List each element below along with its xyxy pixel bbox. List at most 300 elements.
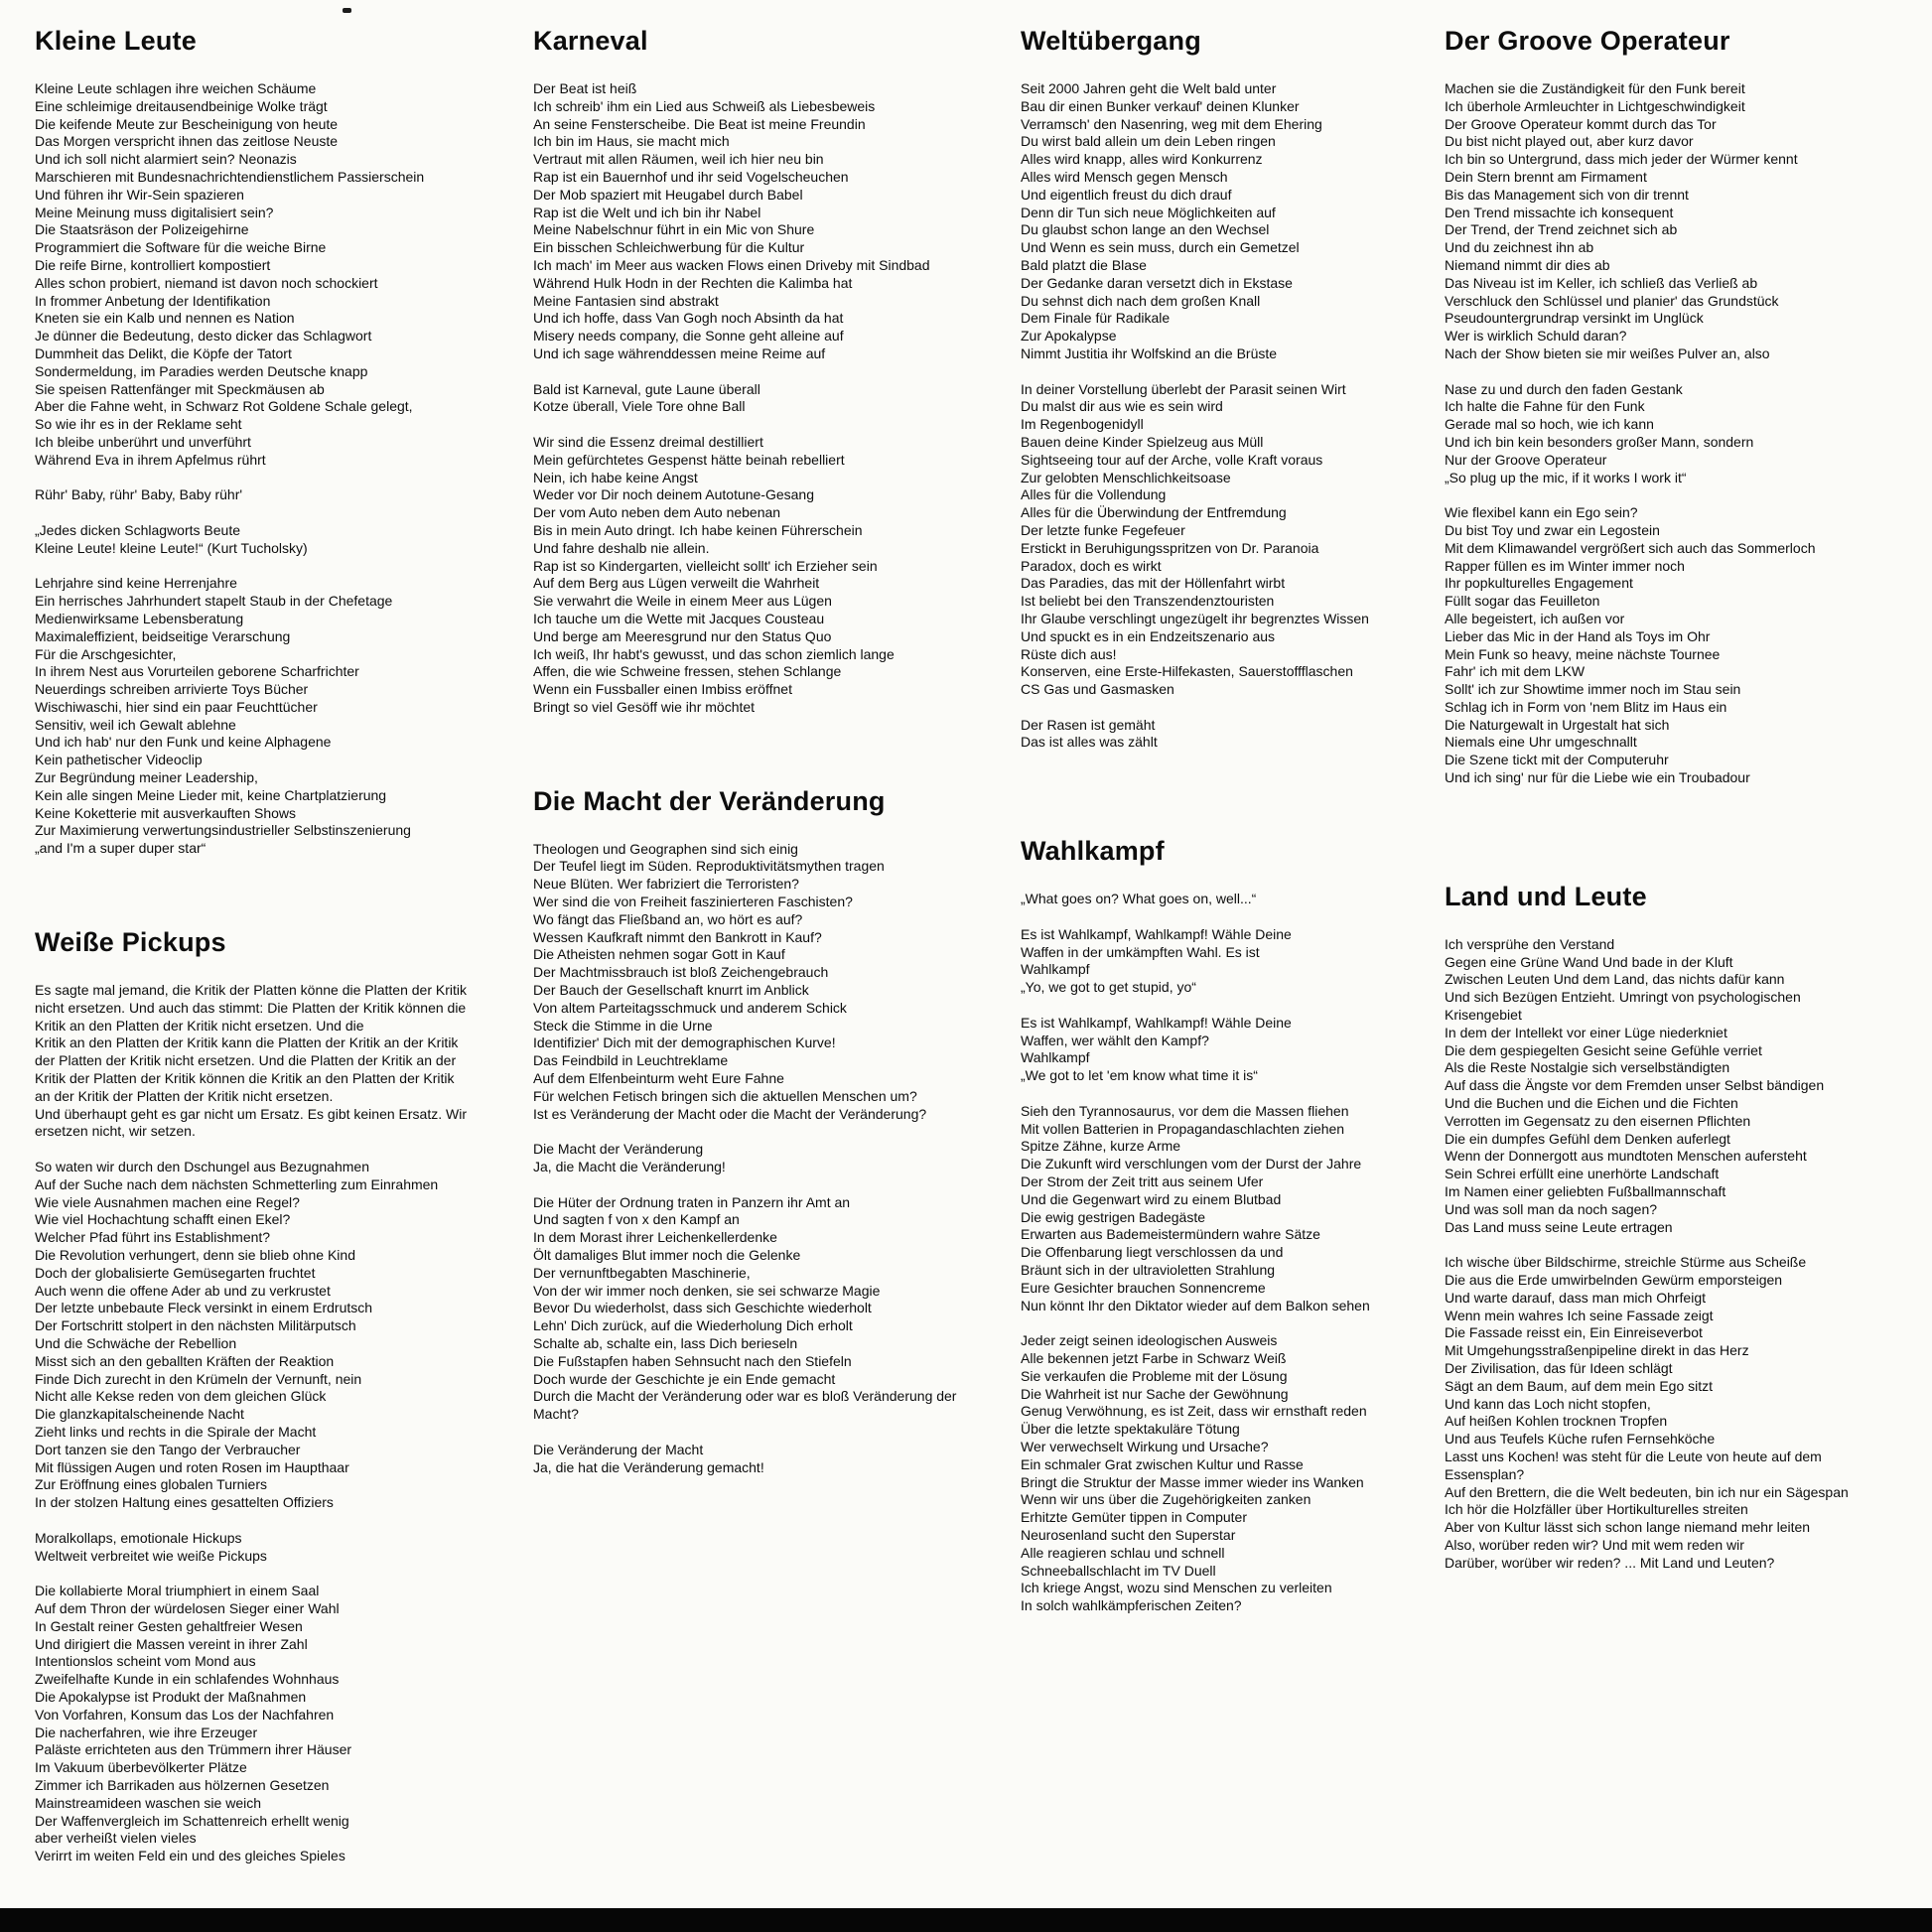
lyric-line: Bräunt sich in der ultravioletten Strahlung (1021, 1262, 1276, 1279)
lyric-line: In dem der Intellekt vor einer Lüge niederkniet (1445, 1024, 1727, 1040)
lyric-line: Du bist nicht played out, aber kurz davor (1445, 133, 1694, 150)
lyric-line: Macht? (533, 1406, 579, 1423)
lyric-line: Nach der Show bieten sie mir weißes Pulver an, also (1445, 345, 1770, 361)
lyric-line: Und die Schwäche der Rebellion (35, 1335, 237, 1351)
lyric-line: Und ich soll nicht alarmiert sein? Neonazis (35, 151, 297, 168)
lyric-line: Kneten sie ein Kalb und nennen es Nation (35, 310, 295, 327)
lyric-line: Schalte ab, schalte ein, lass Dich berieseln (533, 1335, 798, 1351)
lyric-line: Niemals eine Uhr umgeschnallt (1445, 734, 1637, 751)
lyric-line: Wie viele Ausnahmen machen eine Regel? (35, 1193, 300, 1210)
lyric-line: In deiner Vorstellung überlebt der Parasit seinen Wirt (1021, 380, 1346, 397)
lyric-line: Alles wird knapp, alles wird Konkurrenz (1021, 151, 1263, 168)
lyric-line: Der Bauch der Gesellschaft knurrt im Anblick (533, 982, 809, 999)
lyric-line: Sein Schrei erfüllt eine unerhörte Landschaft (1445, 1166, 1720, 1182)
lyric-line: Rap ist ein Bauernhof und ihr seid Vogelscheuchen (533, 168, 849, 185)
lyric-line: Dort tanzen sie den Tango der Verbraucher (35, 1441, 301, 1457)
lyric-line: Und überhaupt geht es gar nicht um Ersatz. Es gibt keinen Ersatz. Wir (35, 1105, 467, 1122)
lyric-line: Nase zu und durch den faden Gestank (1445, 380, 1683, 397)
lyric-line: „Yo, we got to get stupid, yo“ (1021, 979, 1196, 996)
lyric-line: Die dem gespiegelten Gesicht seine Gefühle verriet (1445, 1041, 1762, 1058)
lyric-line: Es ist Wahlkampf, Wahlkampf! Wähle Deine (1021, 925, 1292, 942)
song-title: Kleine Leute (35, 26, 197, 56)
lyric-line: Nein, ich habe keine Angst (533, 469, 698, 485)
lyric-line: Als die Reste Nostalgie sich verselbständigten (1445, 1059, 1730, 1076)
lyric-line: Du wirst bald allein um dein Leben ringen (1021, 133, 1276, 150)
lyric-line: „Jedes dicken Schlagworts Beute (35, 521, 240, 538)
lyric-line: Der vernunftbegabten Maschinerie, (533, 1264, 751, 1281)
lyric-line: Und die Gegenwart wird zu einem Blutbad (1021, 1190, 1282, 1207)
lyric-line: Ein herrisches Jahrhundert stapelt Staub in der Chefetage (35, 593, 393, 610)
lyric-line: Zur Apokalypse (1021, 328, 1117, 345)
lyric-line: Zieht links und rechts in die Spirale der Macht (35, 1423, 317, 1440)
lyric-line: Ich bin im Haus, sie macht mich (533, 133, 730, 150)
lyric-line: Der Teufel liegt im Süden. Reproduktivitätsmythen tragen (533, 858, 885, 875)
lyric-line: Alle begeistert, ich außen vor (1445, 610, 1625, 626)
stanza (1445, 381, 1849, 487)
lyric-line: Zur Maximierung verwertungsindustrieller Selbstinszenierung (35, 822, 411, 839)
lyric-line: „We got to let 'em know what time it is“ (1021, 1067, 1258, 1084)
stanza (1021, 926, 1370, 997)
lyric-line: Für welchen Fetisch bringen sich die aktuellen Menschen um? (533, 1087, 917, 1104)
lyric-line: Dem Finale für Radikale (1021, 310, 1171, 327)
lyric-line: Waffen in der umkämpften Wahl. Es ist (1021, 943, 1260, 960)
lyric-line: Bau dir einen Bunker verkauf' deinen Klunker (1021, 97, 1300, 114)
lyric-line: Der vom Auto neben dem Auto nebenan (533, 504, 781, 521)
lyric-line: In solch wahlkämpferischen Zeiten? (1021, 1597, 1242, 1614)
stanza (1021, 1103, 1370, 1315)
lyric-line: Ich halte die Fahne für den Funk (1445, 398, 1645, 415)
lyric-line: Krisengebiet (1445, 1007, 1522, 1024)
lyric-line: Und was soll man da noch sagen? (1445, 1200, 1658, 1217)
stanza (1021, 717, 1370, 753)
lyric-line: Sieh den Tyrannosaurus, vor dem die Massen fliehen (1021, 1102, 1349, 1119)
lyric-line: Meine Fantasien sind abstrakt (533, 292, 719, 309)
lyric-line: Und dirigiert die Massen vereint in ihrer Zahl (35, 1635, 308, 1652)
lyric-line: Rapper füllen es im Winter immer noch (1445, 557, 1685, 574)
song-title: Land und Leute (1445, 881, 1647, 911)
lyric-line: Ich bin so Untergrund, dass mich jeder der Würmer kennt (1445, 151, 1798, 168)
lyric-line: Kritik der Platten der Kritik können die Kritik an den Platten der Kritik (35, 1070, 455, 1087)
lyric-line: Bis das Management sich von dir trennt (1445, 186, 1689, 203)
lyric-line: Du bist Toy und zwar ein Legostein (1445, 521, 1660, 538)
lyric-line: Und aus Teufels Küche rufen Fernsehköche (1445, 1431, 1716, 1448)
lyric-line: Der Strom der Zeit tritt aus seinem Ufer (1021, 1173, 1264, 1190)
stanza (1021, 381, 1370, 699)
lyric-line: Über die letzte spektakuläre Tötung (1021, 1421, 1240, 1438)
lyric-line: Die Veränderung der Macht (533, 1441, 704, 1457)
stanza (1021, 80, 1370, 363)
lyric-line: Kritik an den Platten der Kritik nicht ersetzen. Und die (35, 1017, 364, 1034)
lyric-line: Erhitzte Gemüter tippen in Computer (1021, 1509, 1247, 1526)
lyric-line: „So plug up the mic, if it works I work it“ (1445, 469, 1687, 485)
song-section (533, 786, 956, 1477)
stanza (35, 1159, 467, 1512)
lyric-line: Je dünner die Bedeutung, desto dicker das Schlagwort (35, 328, 372, 345)
lyric-line: Der letzte unbebaute Fleck versinkt in einem Erdrutsch (35, 1300, 373, 1316)
lyric-line: Ist es Veränderung der Macht oder die Macht der Veränderung? (533, 1105, 927, 1122)
lyric-line: Alles wird Mensch gegen Mensch (1021, 168, 1228, 185)
lyrics-column-3 (1021, 26, 1370, 1633)
lyric-line: Und eigentlich freust du dich drauf (1021, 186, 1232, 203)
stanza (533, 381, 956, 417)
lyric-line: Wenn ein Fussballer einen Imbiss eröffnet (533, 681, 792, 698)
lyric-line: Wer sind die von Freiheit faszinierteren Faschisten? (533, 894, 853, 910)
lyric-line: Die ein dumpfes Gefühl dem Denken auferlegt (1445, 1130, 1730, 1147)
lyric-line: Auch wenn die offene Ader ab und zu verkrustet (35, 1282, 331, 1299)
lyric-line: Essensplan? (1445, 1465, 1525, 1482)
lyric-line: So waten wir durch den Dschungel aus Bezugnahmen (35, 1159, 369, 1175)
lyric-line: Das Niveau ist im Keller, ich schließ das Verließ ab (1445, 274, 1758, 291)
lyric-line: Ein schmaler Grat zwischen Kultur und Rasse (1021, 1455, 1304, 1472)
lyric-line: Alle bekennen jetzt Farbe in Schwarz Weiß (1021, 1350, 1287, 1366)
lyric-line: In der stolzen Haltung eines gesattelten Offiziers (35, 1494, 334, 1511)
lyric-line: Die Wahrheit ist nur Sache der Gewöhnung (1021, 1385, 1289, 1402)
lyric-line: Auf dass die Ängste vor dem Fremden unser Selbst bändigen (1445, 1077, 1825, 1094)
lyric-line: In frommer Anbetung der Identifikation (35, 292, 271, 309)
lyric-line: Ihr popkulturelles Engagement (1445, 575, 1633, 592)
lyric-line: Moralkollaps, emotionale Hickups (35, 1529, 242, 1546)
lyric-line: Durch die Macht der Veränderung oder war es bloß Veränderung der (533, 1388, 957, 1405)
lyric-line: Wenn wir uns über die Zugehörigkeiten zanken (1021, 1491, 1311, 1508)
lyric-line: Die Revolution verhungert, denn sie blieb ohne Kind (35, 1247, 355, 1264)
stanza (1021, 891, 1370, 908)
lyric-line: Ist beliebt bei den Transzendenztouristen (1021, 593, 1275, 610)
lyric-line: Kritik an den Platten der Kritik kann die Platten der Kritik an der Kritik (35, 1035, 459, 1051)
stanza (35, 486, 467, 504)
lyric-line: Der Gedanke daran versetzt dich in Ekstase (1021, 274, 1293, 291)
lyric-line: Eine schleimige dreitausendbeinige Wolke trägt (35, 97, 328, 114)
lyric-line: Ich schreib' ihm ein Lied aus Schweiß als Liebesbeweis (533, 97, 876, 114)
song-title: Der Groove Operateur (1445, 26, 1730, 56)
lyric-line: Spitze Zähne, kurze Arme (1021, 1138, 1181, 1155)
lyric-line: Der Zivilisation, das für Ideen schlägt (1445, 1360, 1673, 1376)
lyric-line: Es sagte mal jemand, die Kritik der Platten könne die Platten der Kritik (35, 982, 467, 999)
lyric-line: Ich bleibe unberührt und unverführt (35, 433, 251, 450)
lyric-line: Weltweit verbreitet wie weiße Pickups (35, 1547, 267, 1564)
lyric-line: Affen, die wie Schweine fressen, stehen Schlange (533, 663, 842, 680)
lyric-line: Ich überhole Armleuchter in Lichtgeschwindigkeit (1445, 97, 1745, 114)
lyric-line: Mein gefürchtetes Gespenst hätte beinah rebelliert (533, 451, 845, 468)
lyric-line: Die Szene tickt mit der Computeruhr (1445, 752, 1669, 768)
lyric-line: Maximaleffizient, beidseitige Verarschung (35, 627, 291, 644)
lyric-line: Und du zeichnest ihn ab (1445, 239, 1594, 256)
lyric-line: Lasst uns Kochen! was steht für die Leute von heute auf dem (1445, 1448, 1822, 1464)
lyric-line: Ja, die hat die Veränderung gemacht! (533, 1458, 764, 1475)
lyric-line: Jeder zeigt seinen ideologischen Ausweis (1021, 1332, 1278, 1349)
lyric-line: Und ich hab' nur den Funk und keine Alphagene (35, 734, 332, 751)
lyric-line: Der Beat ist heiß (533, 80, 637, 96)
lyric-line: Eure Gesichter brauchen Sonnencreme (1021, 1279, 1266, 1296)
lyric-line: Ihr Glaube verschlingt ungezügelt ihr begrenztes Wissen (1021, 610, 1369, 626)
lyric-line: Nun könnt Ihr den Diktator wieder auf dem Balkon sehen (1021, 1297, 1370, 1313)
lyric-line: Der Trend, der Trend zeichnet sich ab (1445, 221, 1678, 238)
lyric-line: Und führen ihr Wir-Sein spazieren (35, 186, 244, 203)
lyric-line: Alles schon probiert, niemand ist davon noch schockiert (35, 274, 378, 291)
lyric-line: Die Offenbarung liegt verschlossen da und (1021, 1244, 1284, 1261)
lyric-line: Wie viel Hochachtung schafft einen Ekel? (35, 1211, 291, 1228)
lyric-line: Auf dem Thron der würdelosen Sieger einer Wahl (35, 1599, 340, 1616)
stanza (533, 841, 956, 1124)
lyric-line: Du malst dir aus wie es sein wird (1021, 398, 1223, 415)
song-section (1445, 26, 1849, 787)
lyric-line: Verirrt im weiten Feld ein und des gleiches Spieles (35, 1848, 345, 1864)
lyric-line: Und fahre deshalb nie allein. (533, 539, 710, 556)
lyric-line: nicht ersetzen. Und auch das stimmt: Die Platten der Kritik können die (35, 999, 467, 1016)
lyric-line: Zur Begründung meiner Leadership, (35, 769, 258, 786)
stanza (533, 80, 956, 363)
lyric-line: Bevor Du wiederholst, dass sich Geschichte wiederholt (533, 1300, 872, 1316)
lyric-line: Medienwirksame Lebensberatung (35, 610, 244, 626)
lyric-line: Intentionslos scheint vom Mond aus (35, 1653, 256, 1670)
lyric-line: Rüste dich aus! (1021, 645, 1117, 662)
scanner-bed-strip (0, 1908, 1932, 1932)
lyric-line: Wenn der Donnergott aus mundtoten Menschen aufersteht (1445, 1148, 1807, 1165)
lyric-line: Das Paradies, das mit der Höllenfahrt wirbt (1021, 575, 1286, 592)
stanza (1021, 1332, 1370, 1615)
stanza (35, 1530, 467, 1566)
stanza (35, 80, 467, 470)
lyric-line: Steck die Stimme in die Urne (533, 1017, 713, 1034)
lyric-line: Der Machtmissbrauch ist bloß Zeichengebrauch (533, 964, 829, 981)
lyric-line: Die Apokalypse ist Produkt der Maßnahmen (35, 1688, 307, 1705)
lyric-line: Konserven, eine Erste-Hilfekasten, Sauerstoffflaschen (1021, 663, 1353, 680)
lyric-line: Genug Verwöhnung, es ist Zeit, dass wir ernsthaft reden (1021, 1403, 1367, 1420)
lyric-line: Von altem Parteitagsschmuck und anderem Schick (533, 999, 847, 1016)
lyric-line: Auf den Brettern, die die Welt bedeuten, bin ich nur ein Sägespan (1445, 1483, 1849, 1500)
lyric-line: Du sehnst dich nach dem großen Knall (1021, 292, 1261, 309)
lyric-line: Füllt sogar das Feuilleton (1445, 593, 1600, 610)
song-title: Weltübergang (1021, 26, 1201, 56)
lyric-line: Der Mob spaziert mit Heugabel durch Babel (533, 186, 803, 203)
lyric-line: Finde Dich zurecht in den Krümeln der Vernunft, nein (35, 1370, 362, 1387)
lyric-line: Und ich hoffe, dass Van Gogh noch Absinth da hat (533, 310, 844, 327)
stanza (1445, 1254, 1849, 1572)
lyric-line: Neurosenland sucht den Superstar (1021, 1526, 1236, 1543)
lyric-line: Und berge am Meeresgrund nur den Status Quo (533, 627, 832, 644)
lyric-line: Erstickt in Beruhigungsspritzen von Dr. Paranoia (1021, 539, 1319, 556)
lyric-line: Paradox, doch es wirkt (1021, 557, 1162, 574)
stanza (1445, 504, 1849, 787)
lyric-line: Meine Nabelschnur führt in ein Mic von Shure (533, 221, 815, 238)
stanza (533, 434, 956, 717)
lyric-line: Der Rasen ist gemäht (1021, 716, 1156, 733)
lyric-line: Das Morgen verspricht ihnen das zeitlose Neuste (35, 133, 339, 150)
lyric-line: Die glanzkapitalscheinende Nacht (35, 1406, 244, 1423)
lyric-line: Kein alle singen Meine Lieder mit, keine Chartplatzierung (35, 786, 387, 803)
song-title: Die Macht der Veränderung (533, 785, 886, 816)
lyric-line: Im Regenbogenidyll (1021, 416, 1144, 433)
lyric-line: Wischiwaschi, hier sind ein paar Feuchttücher (35, 698, 318, 715)
lyric-line: Der letzte funke Fegefeuer (1021, 521, 1185, 538)
lyric-line: Zur gelobten Menschlichkeitsoase (1021, 469, 1231, 485)
lyric-line: Von der wir immer noch denken, sie sei schwarze Magie (533, 1282, 881, 1299)
lyric-line: Während Hulk Hodn in der Rechten die Kalimba hat (533, 274, 853, 291)
lyric-line: Auf dem Elfenbeinturm weht Eure Fahne (533, 1070, 784, 1087)
lyric-line: Auf heißen Kohlen trocknen Tropfen (1445, 1413, 1668, 1430)
lyric-line: Rap ist die Welt und ich bin ihr Nabel (533, 204, 761, 220)
lyric-line: Pseudountergrundrap versinkt im Unglück (1445, 310, 1704, 327)
lyric-line: Die nacherfahren, wie ihre Erzeuger (35, 1724, 258, 1740)
lyric-line: Denn dir Tun sich neue Möglichkeiten auf (1021, 204, 1276, 220)
lyric-line: Misst sich an den geballten Kräften der Reaktion (35, 1352, 335, 1369)
song-section (1445, 882, 1849, 1573)
lyric-line: Und Wenn es sein muss, durch ein Gemetzel (1021, 239, 1300, 256)
lyric-line: Niemand nimmt dir dies ab (1445, 256, 1610, 273)
lyric-line: Identifizier' Dich mit der demographischen Kurve! (533, 1035, 836, 1051)
lyric-line: Kotze überall, Viele Tore ohne Ball (533, 398, 746, 415)
song-title: Weiße Pickups (35, 927, 226, 958)
song-section (1021, 836, 1370, 1615)
lyric-line: Schlag ich in Form von 'nem Blitz im Haus ein (1445, 698, 1727, 715)
lyric-line: Sollt' ich zur Showtime immer noch im Stau sein (1445, 681, 1741, 698)
lyric-line: In Gestalt reiner Gesten gehaltfreier Wesen (35, 1617, 303, 1634)
lyric-line: Verschluck den Schlüssel und planier' das Grundstück (1445, 292, 1779, 309)
lyric-line: Sie verkaufen die Probleme mit der Lösung (1021, 1367, 1288, 1384)
lyric-line: Die keifende Meute zur Bescheinigung von heute (35, 115, 339, 132)
lyric-line: CS Gas und Gasmasken (1021, 681, 1174, 698)
lyric-line: Paläste errichteten aus den Trümmern ihrer Häuser (35, 1741, 352, 1758)
lyric-line: aber verheißt vielen vieles (35, 1830, 197, 1847)
stanza (533, 1141, 956, 1176)
lyric-line: Mit flüssigen Augen und roten Rosen im Haupthaar (35, 1458, 349, 1475)
song-section (35, 26, 467, 858)
lyric-line: Ein bisschen Schleichwerbung für die Kultur (533, 239, 805, 256)
lyric-line: Programmiert die Software für die weiche Birne (35, 239, 327, 256)
lyric-line: Neue Blüten. Wer fabriziert die Terroristen? (533, 876, 799, 893)
lyrics-column-4 (1445, 26, 1849, 1589)
lyric-line: Kleine Leute! kleine Leute!“ (Kurt Tucholsky) (35, 539, 308, 556)
stanza (533, 1194, 956, 1424)
lyric-line: Auf der Suche nach dem nächsten Schmetterling zum Einrahmen (35, 1175, 439, 1192)
lyric-line: Die Zukunft wird verschlungen vom der Durst der Jahre (1021, 1156, 1362, 1173)
lyric-line: Bald ist Karneval, gute Laune überall (533, 380, 760, 397)
lyric-line: Und ich bin kein besonders großer Mann, sondern (1445, 433, 1754, 450)
lyric-line: Die reife Birne, kontrolliert kompostiert (35, 256, 271, 273)
lyric-line: Es ist Wahlkampf, Wahlkampf! Wähle Deine (1021, 1014, 1292, 1031)
lyric-line: Waffen, wer wählt den Kampf? (1021, 1032, 1209, 1048)
lyric-line: Die aus die Erde umwirbelnden Gewürm emporsteigen (1445, 1272, 1783, 1289)
lyric-line: Machen sie die Zuständigkeit für den Funk bereit (1445, 80, 1745, 96)
lyric-line: Bald platzt die Blase (1021, 256, 1147, 273)
lyric-line: Lehrjahre sind keine Herrenjahre (35, 575, 237, 592)
lyrics-column-2 (533, 26, 956, 1494)
lyric-line: In dem Morast ihrer Leichenkellerdenke (533, 1229, 777, 1246)
stanza (533, 1442, 956, 1477)
song-title: Wahlkampf (1021, 836, 1165, 867)
lyric-line: Mit Umgehungsstraßenpipeline direkt in das Herz (1445, 1342, 1749, 1359)
lyric-line: Keine Koketterie mit ausverkauften Shows (35, 804, 297, 821)
lyric-line: Und ich sing' nur für die Liebe wie ein Troubadour (1445, 769, 1750, 786)
lyric-line: Du glaubst schon lange an den Wechsel (1021, 221, 1270, 238)
song-title: Karneval (533, 26, 648, 56)
lyric-line: Wo fängt das Fließband an, wo hört es auf? (533, 910, 803, 927)
lyric-line: Theologen und Geographen sind sich einig (533, 840, 798, 857)
lyric-line: Marschieren mit Bundesnachrichtendienstlichem Passierschein (35, 168, 425, 185)
lyric-line: Misery needs company, die Sonne geht alleine auf (533, 328, 844, 345)
lyric-line: Sightseeing tour auf der Arche, volle Kraft voraus (1021, 451, 1323, 468)
song-section (35, 927, 467, 1865)
lyric-line: Während Eva in ihrem Apfelmus rührt (35, 451, 266, 468)
lyric-line: Rap ist so Kindergarten, vielleicht sollt' ich Erzieher sein (533, 557, 878, 574)
song-section (533, 26, 956, 717)
lyric-line: Die Hüter der Ordnung traten in Panzern ihr Amt an (533, 1193, 851, 1210)
lyric-line: Doch wurde der Geschichte je ein Ende gemacht (533, 1370, 836, 1387)
lyric-line: Dummheit das Delikt, die Köpfe der Tatort (35, 345, 292, 361)
lyric-line: Wenn mein wahres Ich seine Fassade zeigt (1445, 1307, 1714, 1323)
lyric-line: Im Vakuum überbevölkerter Plätze (35, 1759, 247, 1776)
lyric-line: Gegen eine Grüne Wand Und bade in der Kluft (1445, 953, 1733, 970)
lyric-line: Ich weiß, Ihr habt's gewusst, und das schon ziemlich lange (533, 645, 895, 662)
lyric-line: Meine Meinung muss digitalisiert sein? (35, 204, 274, 220)
lyric-line: Die Staatsräson der Polizeigehirne (35, 221, 249, 238)
lyric-line: Die Atheisten nehmen sogar Gott in Kauf (533, 946, 785, 963)
lyric-line: Das ist alles was zählt (1021, 734, 1158, 751)
lyric-line: Lehn' Dich zurück, auf die Wiederholung Dich erholt (533, 1317, 853, 1334)
lyric-line: an der Kritik der Platten der Kritik nicht ersetzen. (35, 1087, 334, 1104)
lyric-line: der Platten der Kritik nicht ersetzen. Und die Platten der Kritik an der (35, 1052, 457, 1069)
lyric-line: Und sagten f von x den Kampf an (533, 1211, 740, 1228)
scan-artifact (343, 8, 351, 13)
lyric-line: Ich tauche um die Wette mit Jacques Cousteau (533, 610, 825, 626)
lyric-line: Und kann das Loch nicht stopfen, (1445, 1395, 1651, 1412)
lyric-line: Bis in mein Auto dringt. Ich habe keinen Führerschein (533, 521, 863, 538)
lyric-line: Ich hör die Holzfäller über Hortikulturelles streiten (1445, 1501, 1748, 1518)
lyric-line: Bringt so viel Gesöff wie ihr möchtet (533, 698, 756, 715)
stanza (1445, 80, 1849, 363)
lyric-line: Ich wische über Bildschirme, streichle Stürme aus Scheiße (1445, 1254, 1807, 1271)
lyric-line: Wir sind die Essenz dreimal destilliert (533, 433, 763, 450)
lyric-line: Die Naturgewalt in Urgestalt hat sich (1445, 716, 1670, 733)
lyric-line: Ich versprühe den Verstand (1445, 935, 1615, 952)
lyric-line: Doch der globalisierte Gemüsegarten fruchtet (35, 1264, 316, 1281)
stanza (1021, 1015, 1370, 1085)
lyric-line: Für die Arschgesichter, (35, 645, 177, 662)
lyric-line: Fahr' ich mit dem LKW (1445, 663, 1586, 680)
lyric-line: Auf dem Berg aus Lügen verweilt die Wahrheit (533, 575, 820, 592)
stanza (35, 1583, 467, 1865)
lyric-line: Wer verwechselt Wirkung und Ursache? (1021, 1438, 1269, 1454)
lyric-line: Zweifelhafte Kunde in ein schlafendes Wohnhaus (35, 1671, 340, 1688)
stanza (35, 575, 467, 858)
lyric-line: Aber von Kultur lässt sich schon lange niemand mehr leiten (1445, 1519, 1811, 1536)
lyric-line: Zimmer ich Barrikaden aus hölzernen Gesetzen (35, 1776, 330, 1793)
lyric-line: „What goes on? What goes on, well...“ (1021, 891, 1257, 907)
lyric-line: Sie verwahrt die Weile in einem Meer aus Lügen (533, 593, 832, 610)
lyric-line: Wer is wirklich Schuld daran? (1445, 328, 1627, 345)
lyric-line: Ich mach' im Meer aus wacken Flows einen Driveby mit Sindbad (533, 256, 930, 273)
lyric-line: Darüber, worüber wir reden? ... Mit Land und Leuten? (1445, 1554, 1775, 1571)
lyric-line: Das Feindbild in Leuchtreklame (533, 1052, 729, 1069)
lyric-line: Rühr' Baby, rühr' Baby, Baby rühr' (35, 486, 243, 503)
lyric-line: Verramsch' den Nasenring, weg mit dem Ehering (1021, 115, 1322, 132)
lyric-line: Sie speisen Rattenfänger mit Speckmäusen ab (35, 380, 325, 397)
lyric-line: Von Vorfahren, Konsum das Los der Nachfahren (35, 1706, 335, 1723)
lyric-line: Erwarten aus Bademeistermündern wahre Sätze (1021, 1226, 1320, 1243)
lyric-line: Im Namen einer geliebten Fußballmannschaft (1445, 1183, 1726, 1200)
lyric-line: Der Waffenvergleich im Schattenreich erhellt wenig (35, 1812, 349, 1829)
lyric-line: Alles für die Überwindung der Entfremdung (1021, 504, 1287, 521)
lyric-line: Also, worüber reden wir? Und mit wem reden wir (1445, 1536, 1744, 1553)
lyric-line: ersetzen nicht, wir setzen. (35, 1123, 196, 1140)
lyric-line: Zur Eröffnung eines globalen Turniers (35, 1476, 267, 1493)
lyric-line: Den Trend missachte ich konsequent (1445, 204, 1674, 220)
lyric-line: So wie ihr es in der Reklame seht (35, 416, 242, 433)
lyric-line: Verrotten im Gegensatz zu den eisernen Pflichten (1445, 1112, 1751, 1129)
lyric-line: Wessen Kaufkraft nimmt den Bankrott in Kauf? (533, 928, 822, 945)
lyric-line: Mit dem Klimawandel vergrößert sich auch das Sommerloch (1445, 539, 1816, 556)
lyric-line: Kleine Leute schlagen ihre weichen Schäume (35, 80, 317, 96)
lyric-line: Dein Stern brennt am Firmament (1445, 168, 1647, 185)
